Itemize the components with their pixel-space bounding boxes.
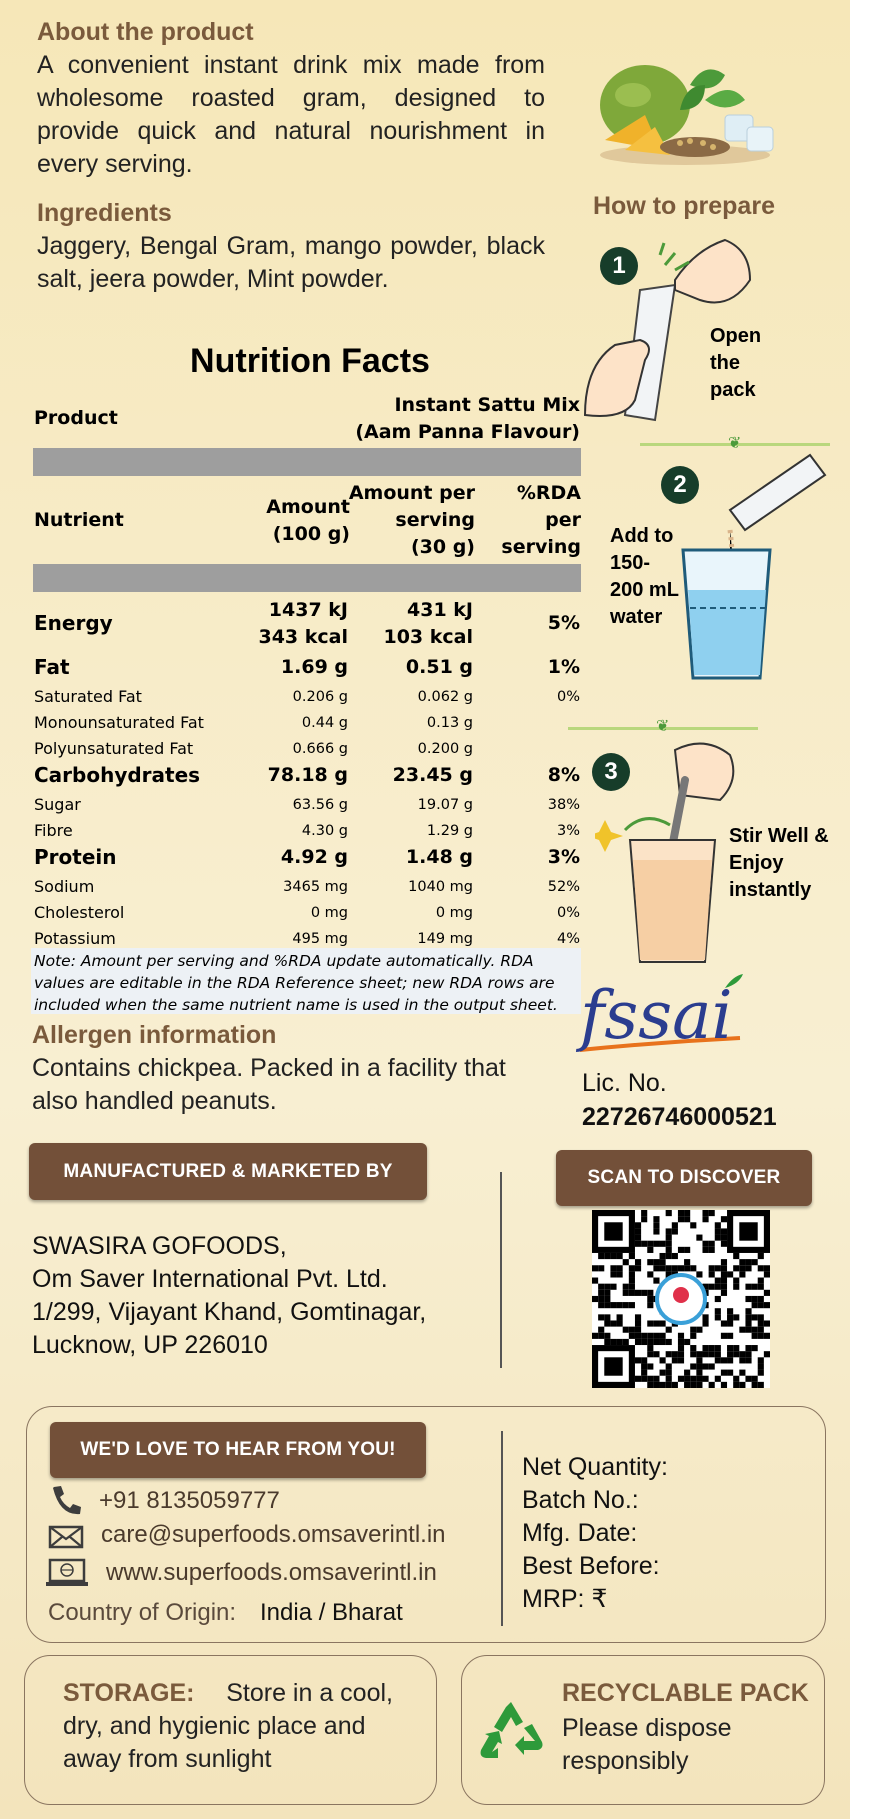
step-2-text: Add to 150-200 mL water — [610, 525, 679, 628]
storage-text-3: away from sunlight — [63, 1745, 272, 1773]
fssai-lic-label: Lic. No. — [582, 1069, 667, 1097]
nutrient-serving: 0.51 g — [405, 656, 473, 678]
nutrition-note-3: included when the same nutrient name is used in the output sheet. — [34, 996, 558, 1014]
batch-no-label: Batch No.: — [522, 1486, 639, 1514]
nutrient-rda: 0% — [556, 689, 580, 705]
nutrient-name: Polyunsaturated Fat — [34, 739, 194, 758]
nutrient-amount: 0.44 g — [301, 715, 348, 731]
nutrient-amount: 0.666 g — [292, 741, 348, 757]
step-2-illustration — [680, 450, 830, 690]
contact-email[interactable]: care@superfoods.omsaverintl.in — [101, 1521, 446, 1548]
product-name-line-2: (Aam Panna Flavour) — [355, 421, 580, 443]
nutrient-name: Protein — [34, 845, 117, 869]
nutrient-amount: 78.18 g — [267, 764, 348, 786]
nutrient-serving: 1.29 g — [426, 823, 473, 839]
product-image — [585, 55, 790, 170]
origin-value: India / Bharat — [260, 1599, 403, 1626]
nutrient-serving: 0.062 g — [417, 689, 473, 705]
storage-text — [63, 1677, 393, 1776]
about-title: About the product — [37, 18, 254, 46]
origin-label: Country of Origin: — [48, 1599, 237, 1626]
nutrient-name: Potassium — [34, 929, 116, 948]
product-label-cell: Product — [34, 407, 118, 429]
net-quantity-label: Net Quantity: — [522, 1453, 668, 1481]
col-rda-header-3: serving — [501, 536, 581, 558]
phone-icon — [48, 1484, 84, 1516]
nutrition-note-2: values are editable in the RDA Reference sheet; new RDA rows are — [34, 974, 555, 992]
mrp-label: MRP: ₹ — [522, 1585, 608, 1613]
contact-website[interactable]: www.superfoods.omsaverintl.in — [106, 1559, 437, 1586]
col-rda-header-1: %RDA — [516, 482, 581, 504]
nutrient-rda: 3% — [556, 823, 580, 839]
manufacturer-line-3: 1/299, Vijayant Khand, Gomtinagar, — [32, 1298, 427, 1326]
nutrient-amount: 0.206 g — [292, 689, 348, 705]
energy-name: Energy — [34, 611, 113, 635]
manufacturer-line-4: Lucknow, UP 226010 — [32, 1331, 268, 1359]
step-3-number: 3 — [592, 753, 630, 791]
best-before-label: Best Before: — [522, 1552, 660, 1580]
recycle-icon — [478, 1700, 544, 1762]
nutrient-name: Sugar — [34, 795, 81, 814]
nutrient-serving: 1.48 g — [405, 846, 473, 868]
about-text: A convenient instant drink mix made from wholesome roasted gram, designed to provide quick and natural nourishment in every serving. — [37, 51, 545, 178]
nutrient-serving: 0 mg — [435, 905, 473, 921]
manufacturer-line-1: SWASIRA GOFOODS, — [32, 1232, 287, 1260]
recycle-title: RECYCLABLE PACK — [562, 1679, 809, 1707]
col-serving-header-1: Amount per — [348, 482, 475, 504]
leaf-icon: ❦ — [728, 435, 742, 452]
contact-badge: WE'D LOVE TO HEAR FROM YOU! — [50, 1422, 426, 1478]
fssai-logo — [575, 968, 745, 1058]
nutrient-amount: 1.69 g — [280, 656, 348, 678]
nutrient-rda: 3% — [547, 846, 580, 868]
recycle-text-1: Please dispose — [562, 1714, 732, 1742]
nutrition-title: Nutrition Facts — [190, 342, 430, 380]
nutrient-serving: 149 mg — [417, 931, 473, 947]
ingredients-text: Jaggery, Bengal Gram, mango powder, black salt, jeera powder, Mint powder. — [37, 232, 545, 293]
col-amount-header-2: (100 g) — [272, 523, 350, 545]
nutrient-amount: 4.30 g — [301, 823, 348, 839]
storage-label: STORAGE: — [63, 1679, 195, 1707]
recycle-text — [562, 1712, 732, 1778]
vertical-divider-2 — [501, 1431, 503, 1626]
manufacturer-line-2: Om Saver International Pvt. Ltd. — [32, 1265, 388, 1293]
fssai-lic-number: 22726746000521 — [582, 1103, 777, 1131]
mfg-date-label: Mfg. Date: — [522, 1519, 638, 1547]
nutrient-name: Saturated Fat — [34, 687, 142, 706]
step-1-number: 1 — [600, 247, 638, 285]
nutrient-serving: 23.45 g — [392, 764, 473, 786]
nutrient-serving: 0.13 g — [426, 715, 473, 731]
nutrition-divider-bar — [33, 448, 581, 476]
nutrient-name: Fibre — [34, 821, 73, 840]
nutrient-amount: 495 mg — [292, 931, 348, 947]
website-icon — [45, 1558, 89, 1588]
nutrient-rda: 52% — [547, 879, 580, 895]
nutrient-name: Cholesterol — [34, 903, 125, 922]
vertical-divider-1 — [500, 1172, 502, 1368]
col-rda-header-2: per — [545, 509, 581, 531]
nutrient-name: Carbohydrates — [34, 763, 201, 787]
manufacturer-badge: MANUFACTURED & MARKETED BY — [29, 1143, 427, 1200]
email-icon — [48, 1524, 84, 1550]
leaf-icon-2: ❦ — [656, 718, 670, 735]
step-1-text: Open the pack — [710, 325, 762, 401]
recycle-text-2: responsibly — [562, 1747, 689, 1775]
nutrient-rda: 8% — [547, 764, 580, 786]
energy-rda: 5% — [547, 612, 580, 634]
step-2-number: 2 — [661, 466, 699, 504]
energy-serving-kj: 431 kJ — [407, 599, 473, 621]
storage-text-1: Store in a cool, — [226, 1679, 393, 1707]
qr-code[interactable] — [592, 1210, 770, 1388]
allergen-title: Allergen information — [32, 1021, 277, 1049]
scan-badge: SCAN TO DISCOVER — [556, 1150, 812, 1206]
nutrient-name: Monounsaturated Fat — [34, 713, 204, 732]
nutrient-name: Sodium — [34, 877, 95, 896]
nutrient-rda: 1% — [547, 656, 580, 678]
col-amount-header-1: Amount — [266, 496, 350, 518]
nutrient-serving: 1040 mg — [408, 879, 473, 895]
nutrient-rda: 0% — [556, 905, 580, 921]
nutrient-amount: 4.92 g — [280, 846, 348, 868]
nutrient-amount: 63.56 g — [292, 797, 348, 813]
col-serving-header-3: (30 g) — [410, 536, 475, 558]
prepare-title: How to prepare — [593, 192, 775, 220]
allergen-text: Contains chickpea. Packed in a facility that also handled peanuts. — [32, 1054, 506, 1115]
col-serving-header-2: serving — [395, 509, 475, 531]
nutrient-serving: 19.07 g — [417, 797, 473, 813]
batch-info — [522, 1451, 668, 1616]
contact-phone[interactable]: +91 8135059777 — [99, 1487, 280, 1514]
energy-serving-kcal: 103 kcal — [383, 626, 473, 648]
manufacturer-address — [32, 1230, 426, 1362]
nutrition-note-1: Note: Amount per serving and %RDA update automatically. RDA — [34, 952, 534, 970]
energy-amount-kcal: 343 kcal — [258, 626, 348, 648]
step-3-text: Stir Well & Enjoy instantly — [729, 825, 829, 901]
product-name-line-1: Instant Sattu Mix — [394, 394, 580, 416]
nutrient-serving: 0.200 g — [417, 741, 473, 757]
nutrient-name: Fat — [34, 655, 70, 679]
fssai-logo-text: fssai — [580, 977, 733, 1054]
nutrition-divider-bar-2 — [33, 564, 581, 592]
nutrient-amount: 0 mg — [310, 905, 348, 921]
nutrient-amount: 3465 mg — [283, 879, 348, 895]
storage-text-2: dry, and hygienic place and — [63, 1712, 366, 1740]
col-nutrient-header: Nutrient — [34, 509, 124, 531]
nutrient-rda: 38% — [547, 797, 580, 813]
ingredients-title: Ingredients — [37, 199, 172, 227]
nutrient-rda: 4% — [556, 931, 580, 947]
energy-amount-kj: 1437 kJ — [268, 599, 348, 621]
